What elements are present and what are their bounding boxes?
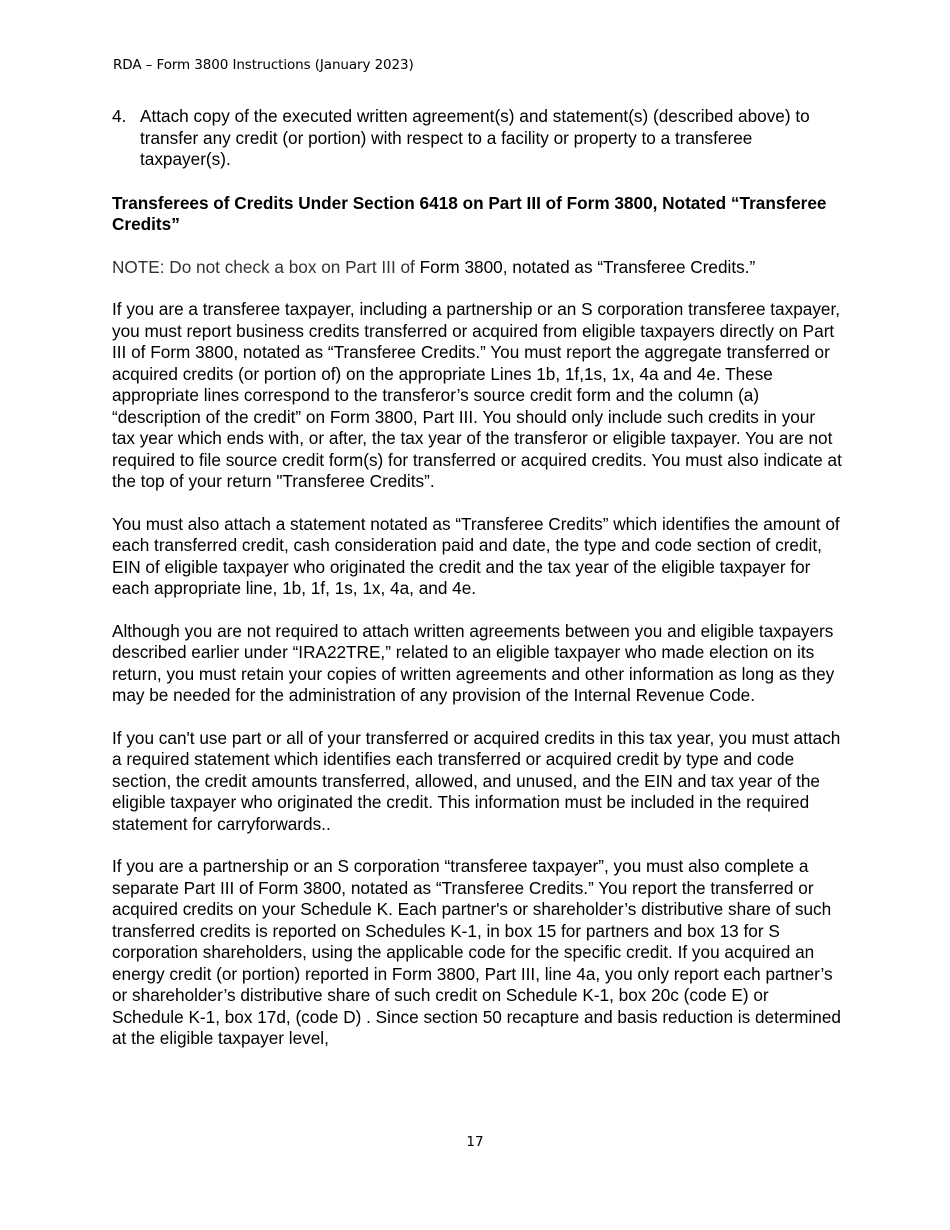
- note-suffix: Form 3800, notated as “Transferee Credits.”: [414, 256, 756, 277]
- body-paragraph: You must also attach a statement notated as “Transferee Credits” which identifies the amount of each transferred credit, cash consideration paid and date, the type and code section of credit, EIN of eligible taxpayer who originated the credit and the tax year of the eligible taxpayer for each appropriate line, 1b, 1f, 1s, 1x, 4a, and 4e.: [112, 513, 840, 598]
- list-item-text: Attach copy of the executed written agreement(s) and statement(s) (described above) to transfer any credit (or portion) with respect to a facility or property to a transferee taxpayer(s).: [140, 106, 810, 169]
- page-content: [112, 106, 842, 1050]
- section-heading: Transferees of Credits Under Section 6418 on Part III of Form 3800, Notated “Transferee Credits”: [112, 192, 827, 234]
- note-paragraph: [112, 257, 842, 279]
- running-header: RDA – Form 3800 Instructions (January 2023): [113, 57, 414, 73]
- page-number: 17: [466, 1134, 484, 1150]
- list-item-number: 4.: [112, 106, 127, 126]
- numbered-list-item: [112, 106, 842, 171]
- body-paragraph: If you can't use part or all of your transferred or acquired credits in this tax year, you must attach a required statement which identifies each transferred or acquired credit by type and code section, the credit amounts transferred, allowed, and unused, and the EIN and tax year of the eligible taxpayer who originated the credit. This information must be included in the required statement for carryforwards..: [112, 727, 841, 834]
- body-paragraph: If you are a transferee taxpayer, including a partnership or an S corporation transferee taxpayer, you must report business credits transferred or acquired from eligible taxpayers directly on Part III of Form 3800, notated as “Transferee Credits.” You must report the aggregate transferred or acquired credits (or portion of) on the appropriate Lines 1b, 1f,1s, 1x, 4a and 4e. These appropriate lines correspond to the transferor’s source credit form and the column (a) “description of the credit” on Form 3800, Part III. You should only include such credits in your tax year which ends with, or after, the tax year of the transferor or eligible taxpayer. You are not required to file source credit form(s) for transferred or acquired credits. You must also indicate at the top of your return "Transferee Credits”.: [112, 299, 842, 491]
- body-paragraph: Although you are not required to attach written agreements between you and eligible taxpayers described earlier under “IRA22TRE,” related to an eligible taxpayer who made election on its return, you must retain your copies of written agreements and other information as long as they may be needed for the administration of any provision of the Internal Revenue Code.: [112, 620, 835, 705]
- note-prefix: NOTE: Do not check a box on Part III of: [112, 256, 415, 277]
- body-paragraph: If you are a partnership or an S corporation “transferee taxpayer”, you must also complete a separate Part III of Form 3800, notated as “Transferee Credits.” You report the transferred or acquired credits on your Schedule K. Each partner's or shareholder’s distributive share of such transferred credits is reported on Schedules K-1, in box 15 for partners and box 13 for S corporation shareholders, using the applicable code for the specific credit. If you acquired an energy credit (or portion) reported in Form 3800, Part III, line 4a, you only report each partner’s or shareholder’s distributive share of such credit on Schedule K-1, box 20c (code E) or Schedule K-1, box 17d, (code D) . Since section 50 recapture and basis reduction is determined at the eligible taxpayer level,: [112, 856, 841, 1048]
